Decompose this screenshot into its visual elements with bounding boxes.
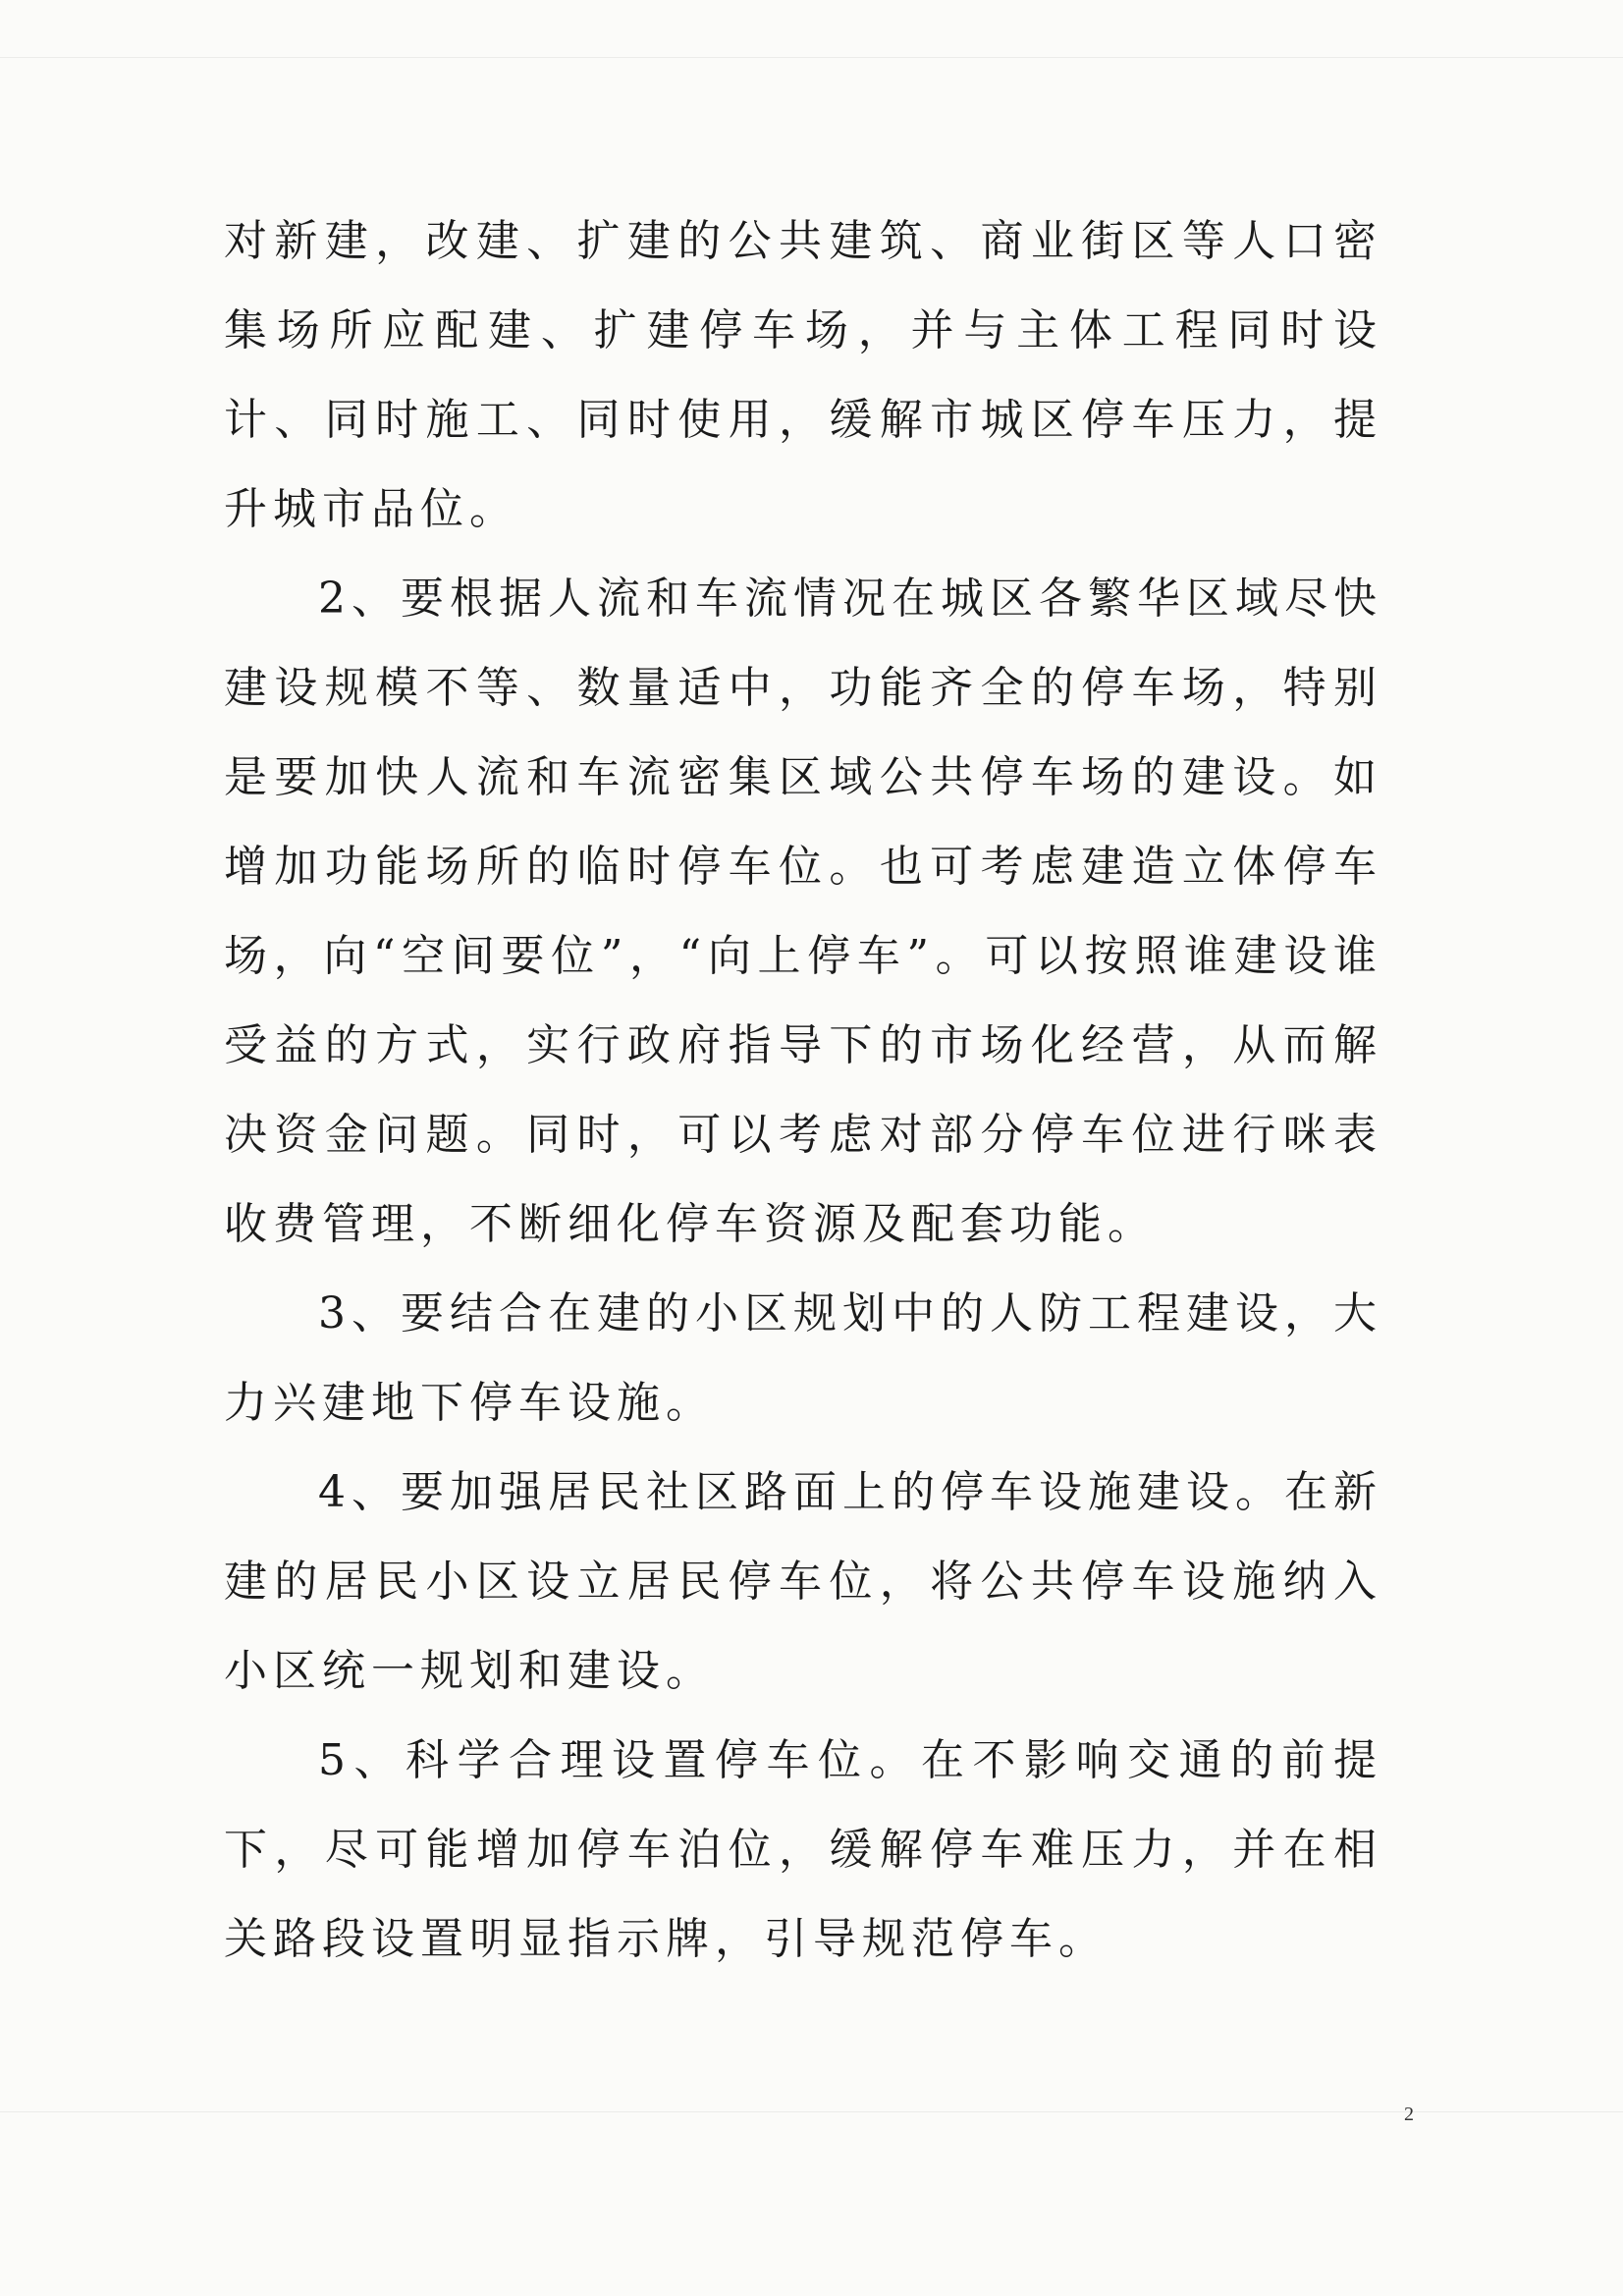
paragraph-item-4: 4、要加强居民社区路面上的停车设施建设。在新建的居民小区设立居民停车位，将公共停车设施纳入小区统一规划和建设。 — [224, 1467, 1382, 1696]
paragraph-item-2: 2、要根据人流和车流情况在城区各繁华区域尽快建设规模不等、数量适中，功能齐全的停车场，特别是要加快人流和车流密集区域公共停车场的建设。如增加功能场所的临时停车位。也可考虑建造立体停车场，向“空间要位”，“向上停车”。可以按照谁建设谁受益的方式，实行政府指导下的市场化经营，从而解决资金问题。同时，可以考虑对部分停车位进行咪表收费管理，不断细化停车资源及配套功能。 — [224, 574, 1382, 1249]
page-number: 2 — [1404, 2104, 1414, 2125]
paragraph-continuation: 对新建，改建、扩建的公共建筑、商业街区等人口密集场所应配建、扩建停车场，并与主体工程同时设计、同时施工、同时使用，缓解市城区停车压力，提升城市品位。 — [224, 216, 1382, 534]
scan-edge-line — [0, 57, 1623, 58]
scan-edge-line — [0, 2111, 1623, 2112]
document-body — [224, 196, 1382, 1984]
paragraph-item-3: 3、要结合在建的小区规划中的人防工程建设，大力兴建地下停车设施。 — [224, 1288, 1382, 1428]
paragraph-item-5: 5、科学合理设置停车位。在不影响交通的前提下，尽可能增加停车泊位，缓解停车难压力，并在相关路段设置明显指示牌，引导规范停车。 — [224, 1735, 1382, 1964]
